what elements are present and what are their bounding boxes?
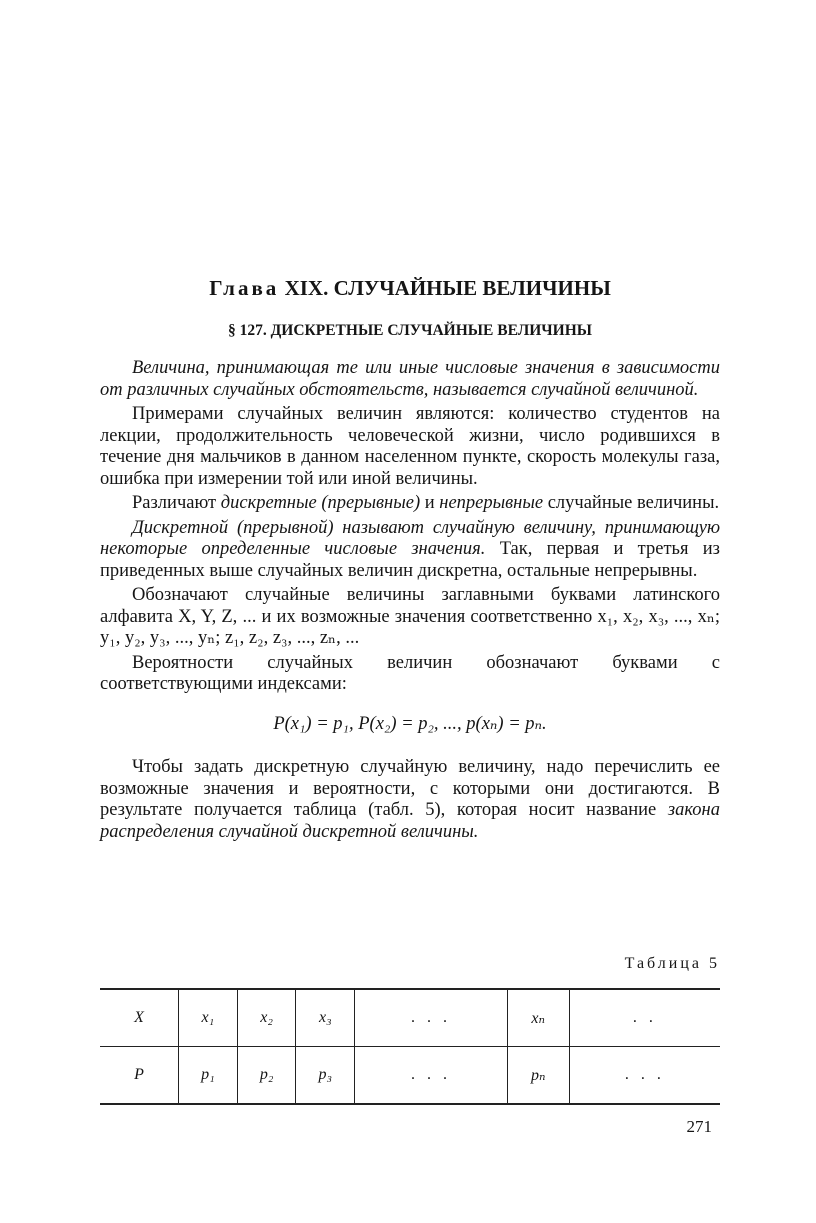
table-cell: x₂ [237,989,296,1047]
table-caption: Таблица 5 [624,955,720,972]
paragraph-kinds [100,493,720,515]
paragraph-probabilities: Вероятности случайных величин обозначают буквами с соответствующими индексами: [100,652,720,694]
table-cell: P [100,1047,179,1105]
discrete-definition-text: Дискретной (прерывной) называют случайную величину, принимающую некоторые определенные числовые значения. [100,517,720,559]
table-cell: xₙ [507,989,569,1047]
paragraph-discrete-definition [100,518,720,583]
table-cell: p₃ [296,1047,355,1105]
book-page [100,0,720,1223]
table-cell: x₃ [296,989,355,1047]
paragraph-examples: Примерами случайных величин являются: количество студентов на лекции, продолжительность человеческой жизни, число родившихся в течение дня мальчиков в данном населенном пункте, скорость молекулы газа, ошибка при измерении той или иной величины. [100,404,720,489]
law-start-text: Чтобы задать дискретную случайную величину, надо перечислить ее возможные значения и вероятности, с которыми они достигаются. В результате получается таблица (табл. 5), которая носит название [100,757,720,820]
chapter-prefix: Глава [209,276,280,300]
table-cell: . . . [355,989,508,1047]
discrete-rest-text: Так, первая и третья из приведенных выше случайных величин дискретна, остальные непрерывны. [100,539,720,581]
table-row [100,1047,720,1105]
table-cell: p₂ [237,1047,296,1105]
kinds-start: Различают [132,493,221,513]
paragraph-distribution-law [100,757,720,843]
table-cell: x₁ [179,989,238,1047]
page-number: 271 [686,1117,712,1136]
paragraph-notation: Обозначают случайные величины заглавными буквами латинского алфавита X, Y, Z, ... и их возможные значения соответственно x₁, x₂, x₃, ..., xₙ; y₁, y₂, y₃, ..., yₙ; z₁, z₂, z₃, ..., zₙ, ... [100,585,720,648]
kinds-and: и [420,493,440,513]
table-cell: . . . [355,1047,508,1105]
table-cell: p₁ [179,1047,238,1105]
law-term: закона распределения случайной дискретной величины. [100,800,720,842]
definition-text: Величина, принимающая те или иные числовые значения в зависимости от различных случайных обстоятельств, называется случайной величиной. [100,358,720,400]
table-cell: . . . [569,1047,720,1105]
body-text [100,358,720,843]
kinds-discrete-term: дискретные (прерывные) [220,493,421,513]
table-cell: X [100,989,179,1047]
table-cell: pₙ [507,1047,569,1105]
chapter-name: XIX. СЛУЧАЙНЫЕ ВЕЛИЧИНЫ [284,276,611,300]
section-title: § 127. ДИСКРЕТНЫЕ СЛУЧАЙНЫЕ ВЕЛИЧИНЫ [227,322,593,339]
kinds-end: случайные величины. [543,493,720,513]
table-cell: . . [569,989,720,1047]
chapter-title [100,276,720,300]
distribution-table [100,988,720,1105]
table-row [100,989,720,1047]
paragraph-definition [100,358,720,401]
kinds-continuous-term: непрерывные [439,493,544,513]
probability-formula: P(x₁) = p₁, P(x₂) = p₂, ..., p(xₙ) = pₙ. [273,713,547,734]
